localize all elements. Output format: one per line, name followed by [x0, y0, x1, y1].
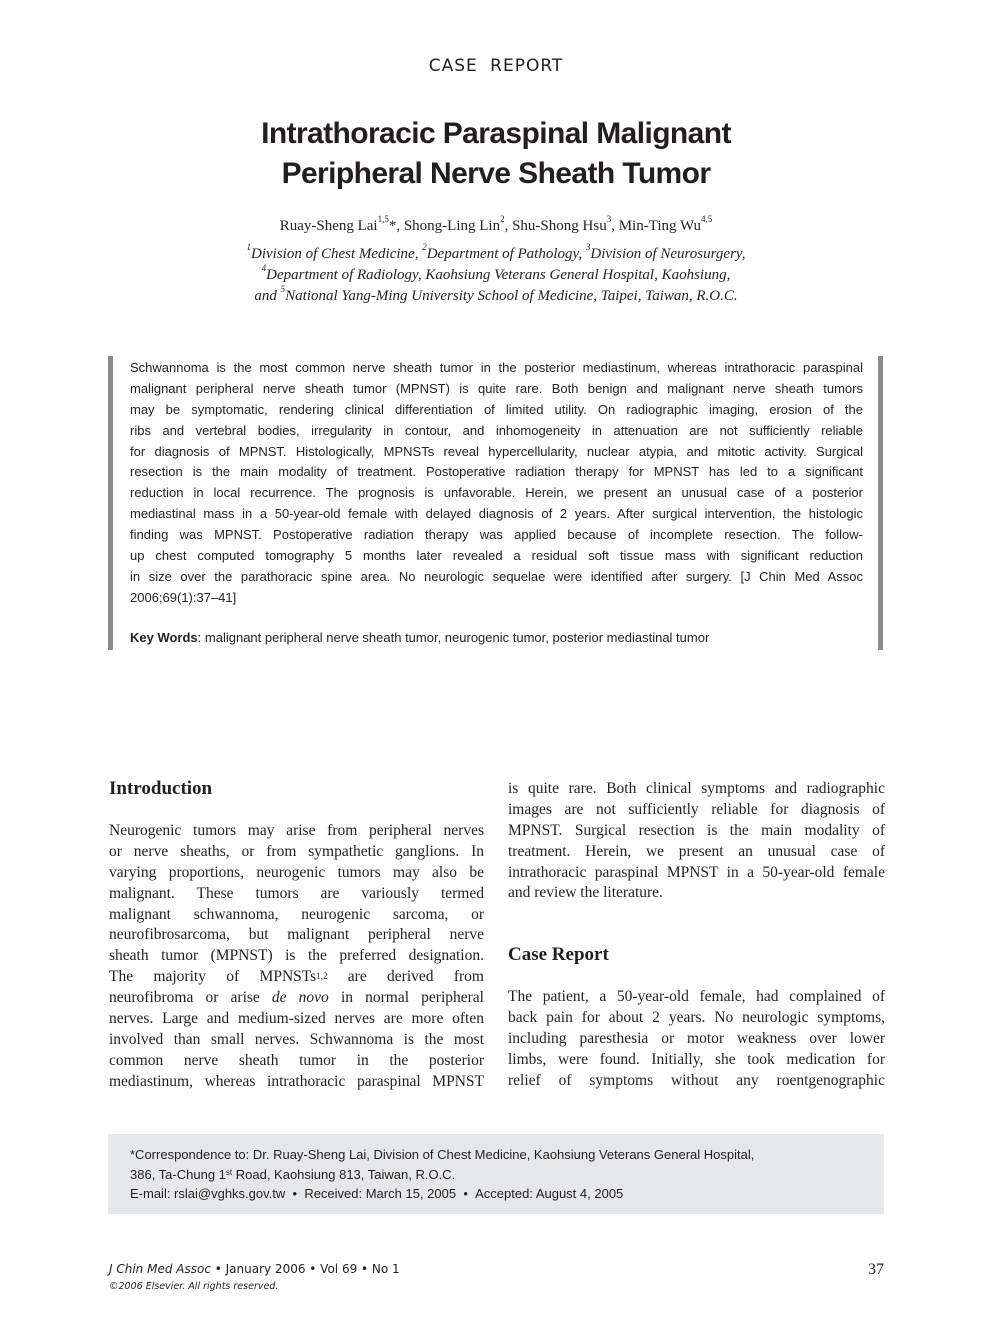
affiliation-line	[146, 265, 846, 286]
affiliation-text: Department of Pathology,	[426, 246, 583, 262]
title-line-2: Peripheral Nerve Sheath Tumor	[281, 157, 711, 190]
body-line: malignant. These tumors are variously termed	[109, 884, 484, 902]
body-text: in normal peripheral	[328, 989, 484, 1007]
keywords-text: : malignant peripheral nerve sheath tumor, neurogenic tumor, posterior mediastinal tumor	[197, 630, 710, 645]
page-number: 37	[868, 1261, 884, 1278]
body-line: intrathoracic paraspinal MPNST in a 50-year-old female	[508, 863, 885, 881]
body-text: The majority of MPNSTs	[109, 968, 317, 986]
affiliation-prefix: and	[254, 288, 281, 304]
reference-sup: 1,2	[316, 971, 328, 982]
body-line: back pain for about 2 years. No neurologic symptoms,	[508, 1008, 885, 1026]
abstract-line: reduction in local recurrence. The prognosis is unfavorable. Herein, we present an unusual case of a posterior	[130, 485, 863, 501]
abstract-left-rule	[108, 356, 113, 650]
abstract-line: up chest computed tomography 5 months later revealed a residual soft tissue mass with significant reduction	[130, 548, 863, 564]
body-line: or nerve sheaths, or from sympathetic ganglions. In	[109, 842, 484, 860]
footer-journal	[109, 1262, 400, 1276]
body-line: relief of symptoms without any roentgenographic	[508, 1071, 885, 1089]
author-affiliation-sup: 2	[500, 214, 505, 224]
abstract-line: may be symptomatic, rendering clinical differentiation of limited utility. On radiographic imaging, erosion of the	[130, 401, 863, 417]
correspondence-line	[130, 1184, 850, 1204]
abstract-line: for diagnosis of MPNST. Histologically, MPNSTs reveal hypercellularity, nuclear atypia, and mitotic activity. Surgical	[130, 443, 863, 459]
body-line: MPNST. Surgical resection is the main modality of	[508, 821, 885, 839]
abstract-line: ribs and vertebral bodies, irregularity in contour, and inhomogeneity in attenuation are not sufficiently reliable	[130, 422, 863, 438]
correspondence-line	[130, 1165, 850, 1185]
affiliation-sup: 3	[585, 242, 591, 252]
abstract-line: mediastinal mass in a 50-year-old female with delayed diagnosis of 2 years. After surgical intervention, the histologic	[130, 506, 863, 522]
abstract-line: resection is the main modality of treatment. Postoperative radiation therapy for MPNST has led to a significant	[130, 464, 863, 480]
correspondence	[130, 1145, 850, 1204]
abstract-right-rule	[878, 356, 883, 650]
correspondence-line: *Correspondence to: Dr. Ruay-Sheng Lai, Division of Chest Medicine, Kaohsiung Veterans General Hospital,	[130, 1147, 755, 1162]
abstract-line: finding was MPNST. Postoperative radiation therapy was applied because of incomplete resection. The follow-	[130, 527, 863, 543]
body-line: limbs, were found. Initially, she took medication for	[508, 1050, 885, 1068]
section-label: CASE REPORT	[428, 56, 564, 76]
italic-term: de novo	[271, 989, 329, 1007]
body-text: are derived from	[327, 968, 484, 986]
body-line: neurofibrosarcoma, but malignant peripheral nerve	[109, 926, 484, 944]
body-line: The patient, a 50-year-old female, had complained of	[508, 988, 885, 1005]
address-text: 386, Ta-Chung 1	[130, 1166, 226, 1182]
affiliation-line	[146, 244, 846, 265]
author-list: Ruay-Sheng Lai$^{1,5}$*, Shong-Ling Lin$^2$, Shu-Shong Hsu$^3$, Min-Ting Wu$^{4,5}$	[279, 214, 713, 234]
affiliation-text: Division of Chest Medicine,	[250, 246, 419, 262]
body-line: common nerve sheath tumor in the posterior	[109, 1051, 484, 1069]
keywords	[130, 628, 870, 648]
footer-copyright: ©2006 Elsevier. All rights reserved.	[109, 1281, 279, 1292]
affiliation-line	[146, 286, 846, 307]
body-line: sheath tumor (MPNST) is the preferred designation.	[109, 947, 484, 965]
article-title	[146, 114, 846, 194]
case-report-body	[508, 987, 885, 1091]
body-line: involved than small nerves. Schwannoma is the most	[109, 1030, 484, 1048]
author-name: Shong-Ling Lin	[403, 218, 501, 234]
affiliations	[146, 244, 846, 307]
author-name: Min-Ting Wu	[618, 218, 702, 234]
affiliation-sup: 2	[422, 242, 427, 252]
affiliation-sup: 5	[280, 284, 286, 294]
introduction-heading: Introduction	[109, 778, 213, 799]
abstract	[130, 358, 863, 609]
abstract-line: malignant peripheral nerve sheath tumor (MPNST) is quite rare. Both benign and malignant nerve sheath tumors	[130, 380, 863, 396]
abstract-citation: 2006;69(1):37–41]	[130, 589, 237, 605]
body-line: is quite rare. Both clinical symptoms and radiographic	[508, 780, 885, 797]
body-line: treatment. Herein, we present an unusual case of	[508, 842, 885, 860]
abstract-line: in size over the parathoracic spine area. No neurologic sequelae were identified after surgery. [J Chin Med Assoc	[130, 568, 863, 584]
author-name: Ruay-Sheng Lai	[279, 218, 378, 234]
body-line: mediastinum, whereas intrathoracic paraspinal MPNST	[109, 1072, 484, 1090]
introduction-body	[109, 821, 484, 1093]
author-name: Shu-Shong Hsu	[512, 218, 607, 234]
body-text: neurofibroma or arise	[109, 989, 272, 1007]
affiliation-text: Division of Neurosurgery,	[590, 246, 746, 262]
introduction-continued	[508, 779, 885, 904]
body-line: including paresthesia or motor weakness over lower	[508, 1029, 885, 1047]
case-report-heading: Case Report	[508, 944, 609, 965]
author-affiliation-sup: 4,5	[701, 214, 713, 224]
affiliation-sup: 4	[261, 263, 267, 273]
author-affiliation-sup: 3	[606, 214, 612, 224]
body-line: nerves. Large and medium-sized nerves are more often	[109, 1010, 484, 1028]
body-line: Neurogenic tumors may arise from peripheral nerves	[109, 822, 484, 839]
separator: •	[292, 1186, 298, 1201]
affiliation-sup: 1	[246, 242, 251, 252]
affiliation-text: Department of Radiology, Kaohsiung Veterans General Hospital, Kaohsiung,	[266, 267, 731, 283]
title-line-1: Intrathoracic Paraspinal Malignant	[261, 117, 731, 150]
affiliation-text: National Yang-Ming University School of Medicine, Taipei, Taiwan, R.O.C.	[285, 288, 738, 304]
keywords-label: Key Words	[130, 630, 198, 645]
body-line	[109, 967, 484, 988]
body-line: and review the literature.	[508, 884, 663, 902]
corresponding-mark: *	[388, 218, 397, 234]
received-date: Received: March 15, 2005	[304, 1186, 457, 1201]
journal-name: J Chin Med Assoc	[109, 1262, 211, 1276]
abstract-line: Schwannoma is the most common nerve sheath tumor in the posterior mediastinum, whereas intrathoracic paraspinal	[130, 360, 863, 375]
ordinal-sup: st	[225, 1167, 233, 1177]
body-line: varying proportions, neurogenic tumors may also be	[109, 863, 484, 881]
body-line	[109, 988, 484, 1009]
separator: •	[463, 1186, 468, 1201]
author-affiliation-sup: 1,5	[377, 214, 389, 224]
body-line: images are not sufficiently reliable for diagnosis of	[508, 800, 885, 818]
accepted-date: Accepted: August 4, 2005	[475, 1186, 624, 1201]
email: E-mail: rslai@vghks.gov.tw	[130, 1186, 286, 1201]
address-text: Road, Kaohsiung 813, Taiwan, R.O.C.	[232, 1166, 456, 1182]
body-line: malignant schwannoma, neurogenic sarcoma, or	[109, 905, 484, 923]
journal-issue: • January 2006 • Vol 69 • No 1	[210, 1262, 400, 1276]
